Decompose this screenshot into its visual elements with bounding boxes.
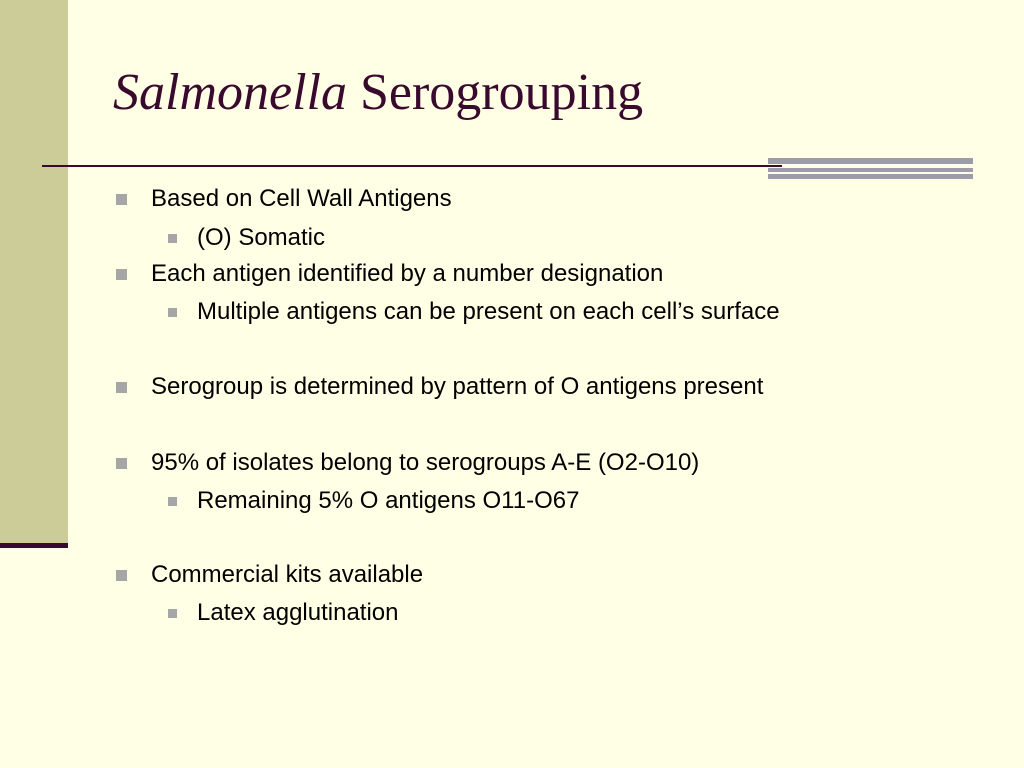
bullet-text: Latex agglutination [197,599,399,626]
bullet-text: Based on Cell Wall Antigens [151,185,452,212]
sub-bullet-item [197,599,399,627]
square-bullet-icon [168,609,177,618]
square-bullet-icon [168,234,177,243]
bullet-text: Commercial kits available [151,561,424,588]
bullet-item [151,449,699,477]
square-bullet-icon [168,497,177,506]
sub-bullet-item [197,487,579,515]
title-italic: Salmonella [113,64,347,121]
sub-bullet-item [197,298,780,326]
title-rest: Serogrouping [359,64,644,121]
bullet-text: Remaining 5% O antigens O11-O67 [197,487,580,514]
square-bullet-icon [116,458,127,469]
bullet-text: Each antigen identified by a number designation [151,260,664,287]
bullet-item [151,561,423,589]
bullet-item [151,185,452,213]
square-bullet-icon [116,194,127,205]
bullet-item [151,373,763,401]
bullet-text: Multiple antigens can be present on each cell’s surface [197,298,780,325]
square-bullet-icon [168,308,177,317]
bullet-text: (O) Somatic [197,224,326,251]
bullet-item [151,260,663,288]
square-bullet-icon [116,382,127,393]
square-bullet-icon [116,269,127,280]
bullet-text: 95% of isolates belong to serogroups A-E (O2-O10) [151,449,700,476]
sub-bullet-item [197,224,325,252]
bullet-text: Serogroup is determined by pattern of O antigens present [151,373,764,400]
square-bullet-icon [116,570,127,581]
